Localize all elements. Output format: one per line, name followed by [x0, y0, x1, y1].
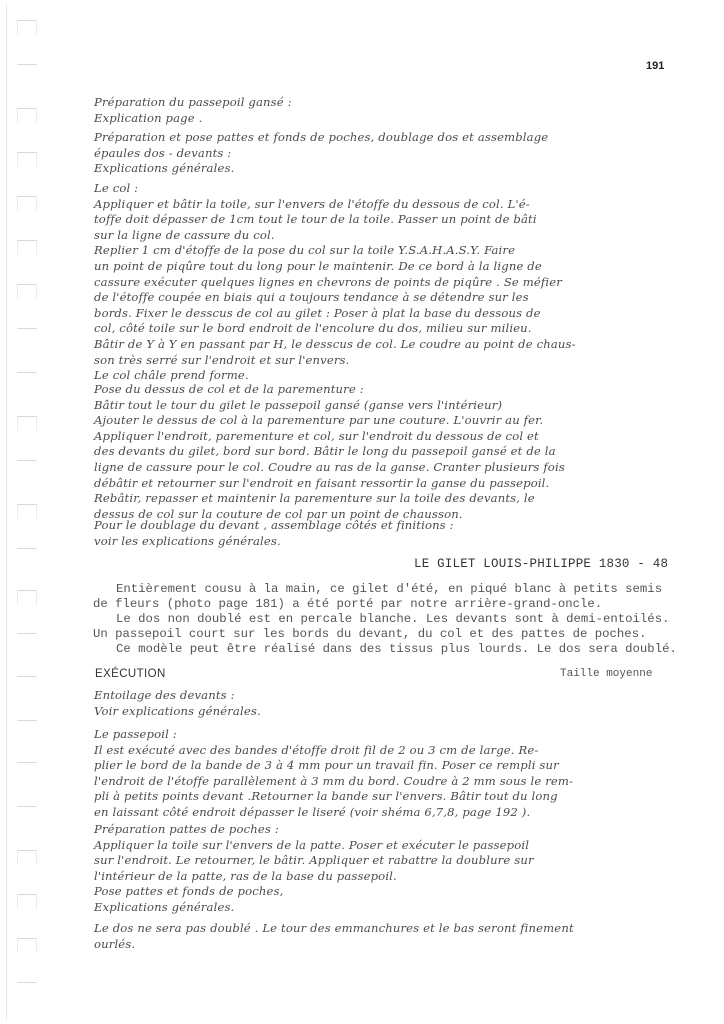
text-line: Rebâtir, repasser et maintenir la parementure sur la toile des devants, le — [94, 491, 535, 506]
binding-margin-line — [6, 4, 7, 1020]
page-number: 191 — [646, 60, 665, 72]
text-line: Entièrement cousu à la main, ce gilet d'été, en piqué blanc à petits semis — [116, 582, 663, 596]
section-entoilage — [94, 688, 674, 719]
section-dos — [94, 921, 674, 952]
text-line: toffe doit dépasser de 1cm tout le tour de la toile. Passer un point de bâti — [94, 212, 537, 227]
punch-mark — [17, 328, 37, 329]
text-line: ligne de cassure pour le col. Coudre au ras de la ganse. Cranter plusieurs fois — [94, 459, 565, 474]
section-heading: Pour le doublage du devant , assemblage côtés et finitions : — [94, 518, 454, 532]
text-line: cassure exécuter quelques lignes en chevrons de points de piqûre . Se méfier — [94, 274, 562, 289]
text-line: Ajouter le dessus de col à la parementure par une couture. L'ouvrir au fer. — [94, 413, 544, 428]
punch-mark — [17, 504, 37, 519]
text-line: de l'étoffe coupée en biais qui a toujours tendance à se détendre sur les — [94, 290, 529, 305]
text-line: Replier 1 cm d'étoffe de la pose du col sur la toile Y.S.A.H.A.S.Y. Faire — [94, 243, 516, 258]
text-line: Explication page . — [94, 110, 203, 125]
section-le-col — [94, 181, 674, 384]
text-line: Appliquer l'endroit, parementure et col, sur l'endroit du dessous de col et — [94, 428, 539, 443]
punch-mark — [17, 416, 37, 431]
text-line: un point de piqûre tout du long pour le maintenir. De ce bord à la ligne de — [94, 258, 542, 273]
section-heading: Pose du dessus de col et de la parementure : — [94, 382, 364, 396]
punch-mark — [17, 284, 37, 299]
punch-mark — [17, 372, 37, 373]
text-line: Bâtir tout le tour du gilet le passepoil gansé (ganse vers l'intérieur) — [94, 397, 503, 412]
section-heading: Préparation du passepoil gansé : — [94, 95, 292, 109]
section-heading: Préparation et pose pattes et fonds de poches, doublage dos et assemblage — [94, 130, 549, 144]
punch-mark — [17, 982, 37, 983]
punch-mark — [17, 633, 37, 634]
punch-mark — [17, 720, 37, 721]
text-line: Appliquer et bâtir la toile, sur l'envers de l'étoffe du dessous de col. L'é- — [94, 196, 530, 211]
text-line: sur la ligne de cassure du col. — [94, 227, 275, 242]
text-line: en laissant côté endroit dépasser le liseré (voir shéma 6,7,8, page 192 ). — [94, 804, 531, 819]
section-heading: Le passepoil : — [94, 727, 177, 741]
section-pattes-poches — [94, 130, 674, 177]
punch-mark — [17, 850, 37, 865]
text-line: épaules dos - devants : — [94, 145, 232, 160]
text-line: Explications générales. — [94, 899, 235, 914]
text-line: ourlés. — [94, 936, 136, 951]
text-line: Ce modèle peut être réalisé dans des tissus plus lourds. Le dos sera doublé. — [116, 642, 677, 656]
text-line: l'intérieur de la patte, ras de la base du passepoil. — [94, 868, 397, 883]
section-passepoil-gansé — [94, 95, 674, 126]
section-le-passepoil — [94, 727, 674, 821]
pattern-title: LE GILET LOUIS-PHILIPPE 1830 - 48 — [414, 557, 669, 571]
intro-paragraph — [93, 582, 677, 657]
text-line: Appliquer la toile sur l'envers de la patte. Poser et exécuter le passepoil — [94, 837, 530, 852]
section-fonds-de-poches — [94, 884, 674, 915]
text-line: col, côté toile sur le bord endroit de l'encolure du dos, milieu sur milieu. — [94, 321, 532, 336]
punch-mark — [17, 590, 37, 605]
punch-mark — [17, 894, 37, 909]
text-line: des devants du gilet, bord sur bord. Bâtir le long du passepoil gansé et de la — [94, 444, 556, 459]
punch-mark — [17, 548, 37, 549]
text-line: Bâtir de Y à Y en passant par H, le desscus de col. Le coudre au point de chaus- — [94, 336, 576, 351]
text-line: bords. Fixer le desscus de col au gilet : Poser à plat la base du dessous de — [94, 305, 541, 320]
text-line: dessus de col sur la couture de col par un point de chausson. — [94, 506, 463, 521]
size-label: Taille moyenne — [560, 668, 653, 680]
punch-mark — [17, 20, 37, 35]
punch-mark — [17, 938, 37, 953]
text-line: Le dos ne sera pas doublé . Le tour des emmanchures et le bas seront finement — [94, 921, 574, 935]
punch-mark — [17, 196, 37, 211]
text-line: de fleurs (photo page 181) a été porté par notre arrière-grand-oncle. — [93, 597, 603, 611]
punch-mark — [17, 762, 37, 763]
punch-mark — [17, 240, 37, 255]
text-line: l'endroit de l'étoffe parallèlement à 3 mm du bord. Coudre à 2 mm sous le rem- — [94, 773, 574, 788]
execution-heading: EXÉCUTION — [95, 668, 166, 680]
text-line: Le dos non doublé est en percale blanche. Les devants sont à demi-entoilés. — [116, 612, 670, 626]
section-heading: Préparation pattes de poches : — [94, 822, 279, 836]
text-line: Un passepoil court sur les bords du devant, du col et des pattes de poches. — [93, 627, 647, 641]
text-line: sur l'endroit. Le retourner, le bâtir. Appliquer et rabattre la doublure sur — [94, 853, 534, 868]
section-heading: Le col : — [94, 181, 139, 195]
text-line: pli à petits points devant .Retourner la bande sur l'envers. Bâtir tout du long — [94, 789, 558, 804]
punch-mark — [17, 676, 37, 677]
punch-mark — [17, 806, 37, 807]
punch-mark — [17, 64, 37, 65]
section-heading: Pose pattes et fonds de poches, — [94, 884, 284, 898]
punch-mark — [17, 152, 37, 167]
text-line: plier le bord de la bande de 3 à 4 mm pour un travail fin. Poser ce rempli sur — [94, 758, 559, 773]
text-line: Explications générales. — [94, 161, 235, 176]
section-dessus-col — [94, 382, 674, 522]
section-pattes-de-poches — [94, 822, 674, 884]
text-line: Il est exécuté avec des bandes d'étoffe droit fil de 2 ou 3 cm de large. Re- — [94, 742, 539, 757]
punch-mark — [17, 460, 37, 461]
punch-mark — [17, 108, 37, 123]
text-line: Voir explications générales. — [94, 703, 261, 718]
text-line: voir les explications générales. — [94, 533, 281, 548]
section-doublage — [94, 518, 674, 549]
text-line: débâtir et retourner sur l'endroit en faisant ressortir la ganse du passepoil. — [94, 475, 550, 490]
section-heading: Entoilage des devants : — [94, 688, 235, 702]
text-line: Le col châle prend forme. — [94, 368, 249, 383]
text-line: son très serré sur l'endroit et sur l'envers. — [94, 352, 350, 367]
